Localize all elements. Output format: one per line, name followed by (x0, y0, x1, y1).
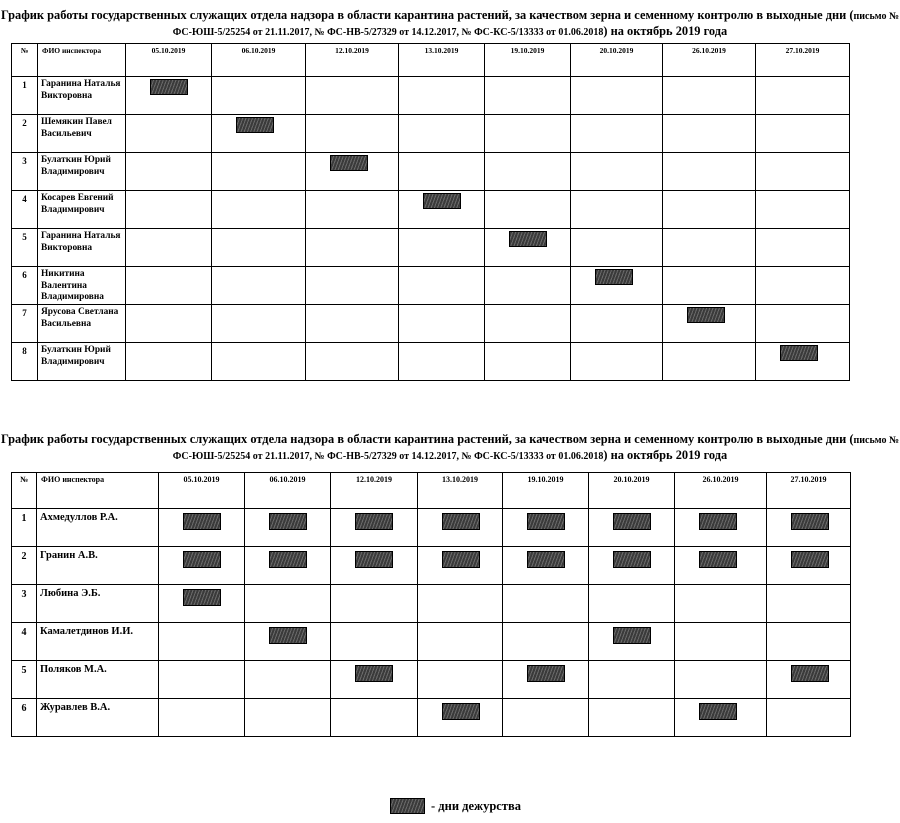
schedule-cell (418, 585, 503, 623)
schedule-cell (212, 77, 306, 115)
duty-marker (183, 513, 221, 530)
duty-marker (699, 513, 737, 530)
schedule-cell (306, 191, 399, 229)
table-row (12, 509, 851, 547)
schedule-cell (399, 229, 485, 267)
schedule-cell (503, 623, 589, 661)
schedule-cell (212, 305, 306, 343)
schedule-cell (126, 267, 212, 305)
duty-marker (699, 551, 737, 568)
table-row (12, 267, 850, 305)
schedule-cell (571, 153, 663, 191)
schedule-cell (589, 547, 675, 585)
duty-marker-sample (390, 798, 425, 814)
schedule-cell (485, 343, 571, 381)
row-number: 1 (12, 509, 37, 547)
inspector-name: Ахмедуллов Р.А. (37, 509, 159, 547)
inspector-name: Камалетдинов И.И. (37, 623, 159, 661)
schedule-cell (675, 547, 767, 585)
schedule-cell (399, 153, 485, 191)
duty-marker (269, 513, 307, 530)
schedule-cell (767, 547, 851, 585)
inspector-name: Гаранина Наталья Викторовна (38, 229, 126, 267)
schedule-cell (756, 229, 850, 267)
schedule-cell (331, 585, 418, 623)
row-number: 6 (12, 267, 38, 305)
schedule-cell (503, 509, 589, 547)
schedule-1-title-main: График работы государственных служащих отдела надзора в области карантина растений, за качеством зерна и семенному контролю в выходные дни ( (1, 8, 854, 22)
duty-marker (183, 589, 221, 606)
header-date: 27.10.2019 (767, 473, 851, 509)
duty-marker (791, 551, 829, 568)
duty-marker (442, 703, 480, 720)
table-row (12, 191, 850, 229)
schedule-cell (571, 115, 663, 153)
schedule-cell (399, 77, 485, 115)
schedule-cell (571, 191, 663, 229)
inspector-name: Гаранина Наталья Викторовна (38, 77, 126, 115)
schedule-cell (485, 191, 571, 229)
schedule-cell (306, 229, 399, 267)
schedule-cell (245, 509, 331, 547)
duty-marker (613, 551, 651, 568)
header-date: 19.10.2019 (503, 473, 589, 509)
schedule-cell (589, 699, 675, 737)
schedule-cell (159, 623, 245, 661)
row-number: 7 (12, 305, 38, 343)
row-number: 4 (12, 191, 38, 229)
table-row (12, 623, 851, 661)
schedule-1-title-ref: письмо № ФС-ЮШ-5/25254 от 21.11.2017, № ФС-НВ-5/27329 от 14.12.2017, № ФС-КС-5/13333 от 01.06.2018 (172, 11, 899, 38)
row-number: 4 (12, 623, 37, 661)
schedule-cell (571, 229, 663, 267)
schedule-cell (331, 509, 418, 547)
schedule-2-header-row (12, 473, 851, 509)
duty-marker (613, 513, 651, 530)
schedule-cell (756, 115, 850, 153)
legend (390, 798, 521, 814)
inspector-name: Шемякин Павел Васильевич (38, 115, 126, 153)
duty-marker (699, 703, 737, 720)
inspector-name: Гранин А.В. (37, 547, 159, 585)
duty-marker (791, 513, 829, 530)
header-date: 12.10.2019 (331, 473, 418, 509)
duty-marker (613, 627, 651, 644)
duty-marker (527, 551, 565, 568)
schedule-2-title-ref: письмо № ФС-ЮШ-5/25254 от 21.11.2017, № ФС-НВ-5/27329 от 14.12.2017, № ФС-КС-5/13333 от 01.06.2018 (172, 435, 899, 462)
schedule-cell (331, 699, 418, 737)
row-number: 3 (12, 153, 38, 191)
header-date: 27.10.2019 (756, 44, 850, 77)
schedule-cell (663, 229, 756, 267)
schedule-cell (245, 585, 331, 623)
schedule-cell (418, 623, 503, 661)
schedule-cell (485, 267, 571, 305)
duty-marker (791, 665, 829, 682)
header-date: 20.10.2019 (571, 44, 663, 77)
duty-marker (183, 551, 221, 568)
header-date: 13.10.2019 (418, 473, 503, 509)
table-row (12, 77, 850, 115)
header-num: № (12, 473, 37, 509)
table-row (12, 699, 851, 737)
header-date: 05.10.2019 (159, 473, 245, 509)
header-date: 12.10.2019 (306, 44, 399, 77)
row-number: 6 (12, 699, 37, 737)
header-date: 19.10.2019 (485, 44, 571, 77)
schedule-cell (126, 153, 212, 191)
table-row (12, 229, 850, 267)
schedule-cell (212, 115, 306, 153)
schedule-cell (675, 661, 767, 699)
duty-marker (330, 155, 368, 171)
schedule-cell (589, 509, 675, 547)
header-date: 06.10.2019 (212, 44, 306, 77)
schedule-cell (756, 267, 850, 305)
duty-marker (355, 551, 393, 568)
schedule-cell (159, 509, 245, 547)
header-date: 26.10.2019 (675, 473, 767, 509)
schedule-cell (245, 661, 331, 699)
schedule-cell (306, 77, 399, 115)
schedule-cell (418, 547, 503, 585)
inspector-name: Любина Э.Б. (37, 585, 159, 623)
schedule-cell (589, 661, 675, 699)
duty-marker (687, 307, 725, 323)
legend-label: - дни дежурства (431, 798, 521, 813)
schedule-cell (126, 343, 212, 381)
schedule-cell (767, 509, 851, 547)
schedule-cell (159, 585, 245, 623)
duty-marker (423, 193, 461, 209)
schedule-cell (756, 153, 850, 191)
duty-marker (442, 551, 480, 568)
schedule-cell (756, 343, 850, 381)
schedule-cell (485, 153, 571, 191)
schedule-cell (159, 699, 245, 737)
schedule-cell (399, 267, 485, 305)
duty-marker (236, 117, 274, 133)
schedule-cell (485, 305, 571, 343)
schedule-cell (212, 153, 306, 191)
schedule-cell (485, 115, 571, 153)
schedule-cell (675, 699, 767, 737)
header-date: 26.10.2019 (663, 44, 756, 77)
schedule-cell (126, 115, 212, 153)
schedule-cell (663, 267, 756, 305)
inspector-name: Ярусова Светлана Васильевна (38, 305, 126, 343)
duty-marker (509, 231, 547, 247)
schedule-cell (663, 77, 756, 115)
header-date: 06.10.2019 (245, 473, 331, 509)
inspector-name: Никитина Валентина Владимировна (38, 267, 126, 305)
schedule-cell (331, 623, 418, 661)
schedule-cell (306, 115, 399, 153)
schedule-cell (767, 623, 851, 661)
schedule-cell (159, 547, 245, 585)
schedule-cell (571, 267, 663, 305)
schedule-cell (571, 77, 663, 115)
schedule-cell (663, 343, 756, 381)
duty-marker (527, 665, 565, 682)
inspector-name: Булаткин Юрий Владимирович (38, 343, 126, 381)
schedule-cell (767, 699, 851, 737)
schedule-cell (503, 547, 589, 585)
row-number: 8 (12, 343, 38, 381)
schedule-cell (503, 585, 589, 623)
schedule-cell (767, 661, 851, 699)
schedule-cell (663, 115, 756, 153)
schedule-cell (399, 343, 485, 381)
schedule-cell (126, 77, 212, 115)
schedule-2-title-main: График работы государственных служащих отдела надзора в области карантина растений, за качеством зерна и семенному контролю в выходные дни ( (1, 432, 854, 446)
table-row (12, 585, 851, 623)
duty-marker (355, 513, 393, 530)
schedule-1-title-tail: ) на октябрь 2019 года (603, 24, 728, 38)
schedule-cell (675, 585, 767, 623)
schedule-cell (306, 305, 399, 343)
schedule-cell (503, 699, 589, 737)
schedule-2-title (0, 432, 900, 464)
schedule-cell (663, 191, 756, 229)
row-number: 3 (12, 585, 37, 623)
inspector-name: Булаткин Юрий Владимирович (38, 153, 126, 191)
schedule-cell (212, 229, 306, 267)
header-fio: ФИО инспектора (38, 44, 126, 77)
schedule-cell (126, 305, 212, 343)
schedule-cell (663, 153, 756, 191)
schedule-cell (675, 509, 767, 547)
schedule-cell (245, 699, 331, 737)
schedule-cell (331, 661, 418, 699)
schedule-cell (306, 153, 399, 191)
schedule-cell (485, 77, 571, 115)
schedule-cell (756, 191, 850, 229)
schedule-cell (399, 115, 485, 153)
header-date: 05.10.2019 (126, 44, 212, 77)
table-row (12, 547, 851, 585)
row-number: 2 (12, 547, 37, 585)
table-row (12, 305, 850, 343)
header-date: 20.10.2019 (589, 473, 675, 509)
duty-marker (780, 345, 818, 361)
schedule-2-table (11, 472, 851, 737)
schedule-cell (399, 305, 485, 343)
duty-marker (527, 513, 565, 530)
schedule-cell (418, 661, 503, 699)
table-row (12, 343, 850, 381)
table-row (12, 661, 851, 699)
schedule-cell (503, 661, 589, 699)
schedule-cell (245, 623, 331, 661)
duty-marker (355, 665, 393, 682)
schedule-cell (331, 547, 418, 585)
duty-marker (595, 269, 633, 285)
duty-marker (269, 551, 307, 568)
duty-marker (442, 513, 480, 530)
inspector-name: Поляков М.А. (37, 661, 159, 699)
schedule-cell (675, 623, 767, 661)
schedule-cell (663, 305, 756, 343)
row-number: 5 (12, 661, 37, 699)
row-number: 2 (12, 115, 38, 153)
schedule-cell (212, 267, 306, 305)
schedule-1-header-row (12, 44, 850, 77)
schedule-cell (159, 661, 245, 699)
schedule-cell (212, 343, 306, 381)
schedule-cell (767, 585, 851, 623)
schedule-cell (212, 191, 306, 229)
header-date: 13.10.2019 (399, 44, 485, 77)
schedule-cell (589, 623, 675, 661)
schedule-1-table (11, 43, 850, 381)
header-fio: ФИО инспектора (37, 473, 159, 509)
duty-marker (269, 627, 307, 644)
schedule-cell (399, 191, 485, 229)
schedule-cell (571, 343, 663, 381)
row-number: 5 (12, 229, 38, 267)
inspector-name: Косарев Евгений Владимирович (38, 191, 126, 229)
schedule-cell (418, 699, 503, 737)
inspector-name: Журавлев В.А. (37, 699, 159, 737)
duty-marker (150, 79, 188, 95)
schedule-cell (306, 343, 399, 381)
schedule-2-title-tail: ) на октябрь 2019 года (603, 448, 728, 462)
table-row (12, 115, 850, 153)
schedule-cell (126, 229, 212, 267)
schedule-cell (126, 191, 212, 229)
header-num: № (12, 44, 38, 77)
schedule-cell (589, 585, 675, 623)
schedule-cell (418, 509, 503, 547)
row-number: 1 (12, 77, 38, 115)
table-row (12, 153, 850, 191)
schedule-cell (756, 305, 850, 343)
schedule-cell (245, 547, 331, 585)
schedule-cell (306, 267, 399, 305)
schedule-cell (756, 77, 850, 115)
schedule-cell (571, 305, 663, 343)
schedule-cell (485, 229, 571, 267)
schedule-1-title (0, 8, 900, 40)
